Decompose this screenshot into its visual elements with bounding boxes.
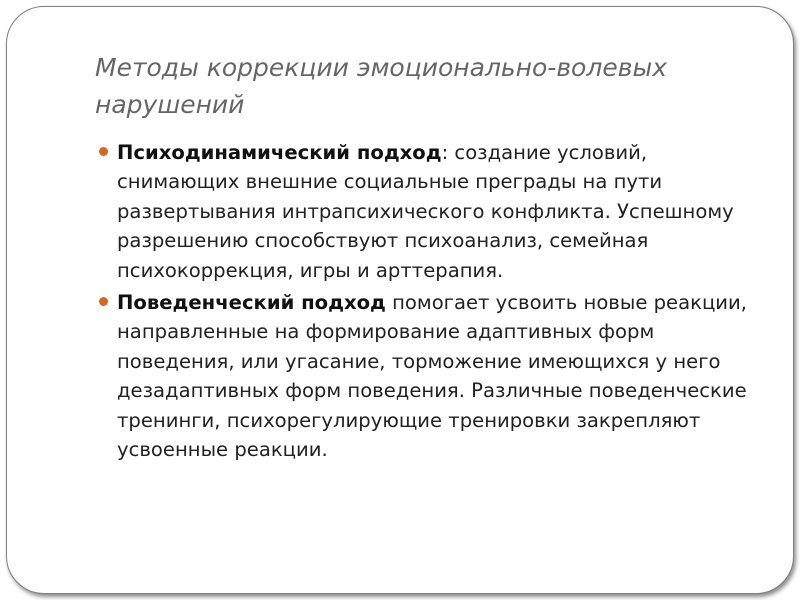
bullet-dot-icon bbox=[99, 297, 108, 306]
bullet-dot-icon bbox=[99, 147, 108, 156]
bullet-item-psychodynamic bbox=[99, 138, 759, 285]
bullet-list bbox=[99, 138, 759, 467]
bullet-item-behavioral bbox=[99, 288, 759, 464]
bullet-term: Психодинамический подход bbox=[117, 141, 442, 164]
bullet-term: Поведенческий подход bbox=[117, 291, 386, 315]
slide-title: Методы коррекции эмоционально-волевых нарушений bbox=[95, 53, 667, 119]
slide-frame bbox=[6, 6, 794, 594]
bullet-text: помогает усвоить новые реакции, направленные на формирование адаптивных форм поведения, или угасание, торможение имеющихся у него дезадаптивных форм поведения. Различные поведенческие тренинги, психорегулирующие тренировки закрепляют усвоенные реакции. bbox=[117, 291, 747, 462]
bullet-text: : создание условий, снимающих внешние социальные преграды на пути развертывания интрапсихического конфликта. Успешному разрешению способствуют психоанализ, семейная психокоррекция, игры и арттерапия. bbox=[117, 141, 734, 282]
